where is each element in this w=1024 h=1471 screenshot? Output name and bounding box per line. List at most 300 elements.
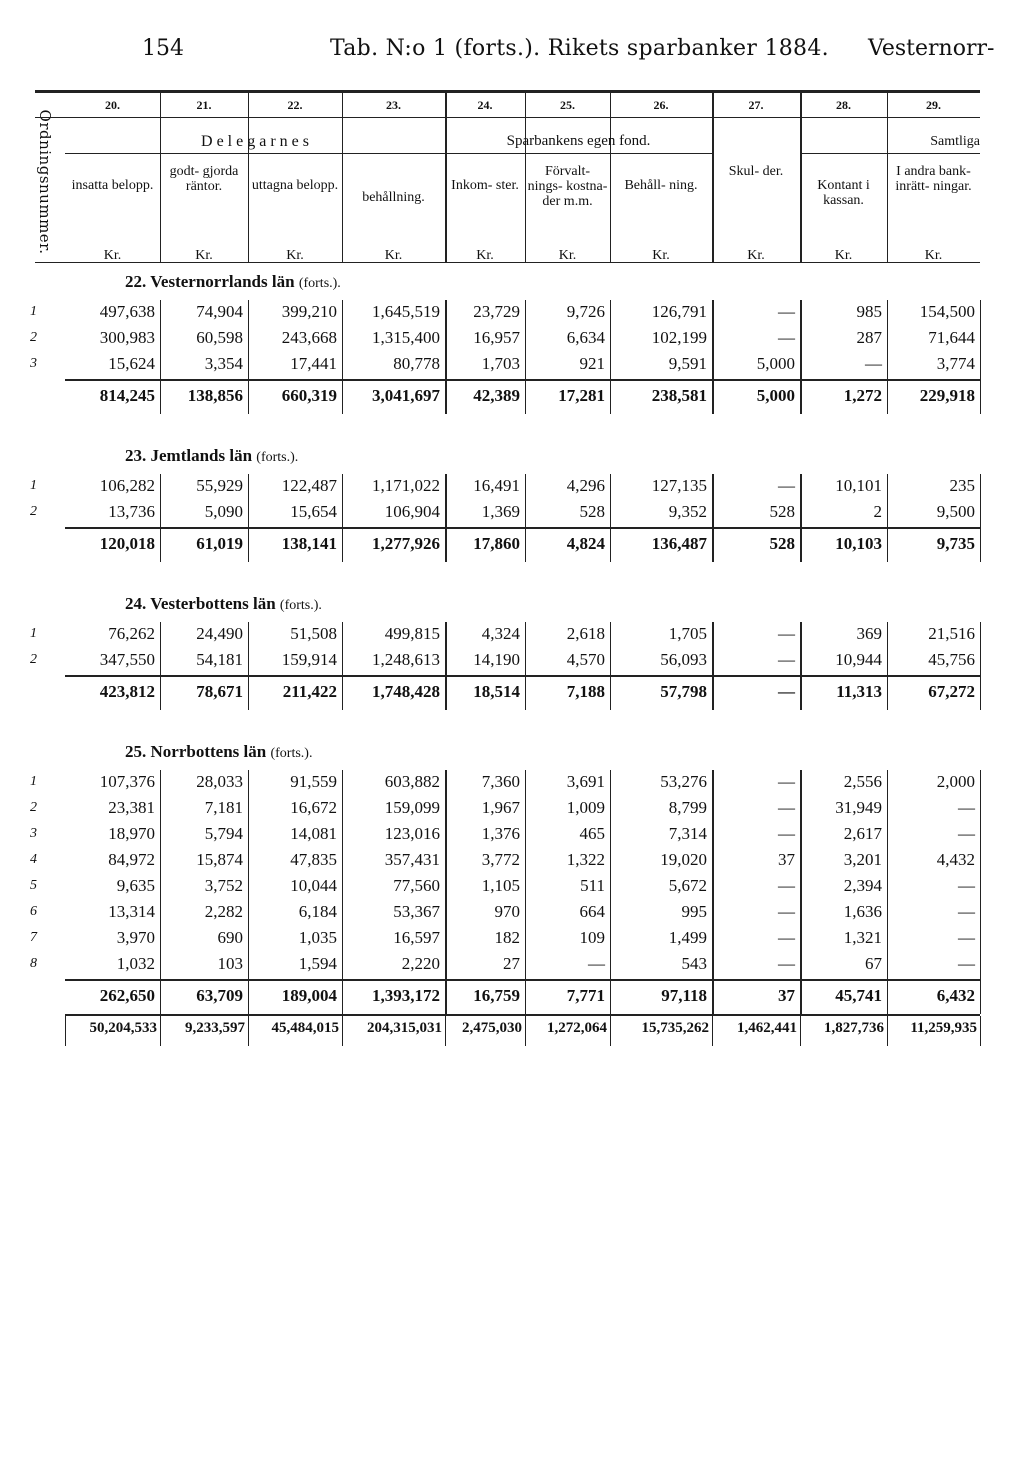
table-cell: 3,691 xyxy=(566,772,605,791)
page-title-tail: Vesternorr- xyxy=(868,36,995,61)
sum-cell: 37 xyxy=(778,986,795,1005)
table-cell: — xyxy=(778,798,795,817)
table-cell: 3,970 xyxy=(116,928,155,947)
column-divider xyxy=(610,474,611,562)
rule-line xyxy=(65,1014,980,1016)
table-cell: 80,778 xyxy=(393,354,440,373)
column-divider xyxy=(887,474,888,562)
table-cell: — xyxy=(778,824,795,843)
table-row xyxy=(30,874,980,900)
table-row xyxy=(30,500,980,526)
column-divider xyxy=(160,622,161,710)
table-cell: 7,314 xyxy=(668,824,707,843)
table-cell: 10,044 xyxy=(290,876,337,895)
table-cell: 154,500 xyxy=(919,302,975,321)
sum-cell: 18,514 xyxy=(473,682,520,701)
table-cell: 84,972 xyxy=(108,850,155,869)
column-divider xyxy=(980,770,981,1014)
table-cell: 67 xyxy=(865,954,882,973)
sum-cell: 660,319 xyxy=(281,386,337,405)
sum-cell: 17,860 xyxy=(473,534,520,553)
table-cell: 511 xyxy=(580,876,605,895)
table-cell: 664 xyxy=(579,902,605,921)
table-cell: 182 xyxy=(494,928,520,947)
unit-label: Kr. xyxy=(558,248,577,263)
column-divider xyxy=(712,622,714,710)
table-cell: 300,983 xyxy=(99,328,155,347)
table-row xyxy=(30,770,980,796)
table-cell: 9,352 xyxy=(668,502,707,521)
table-cell: — xyxy=(958,902,975,921)
row-number: 2 xyxy=(30,652,37,667)
table-cell: 9,591 xyxy=(668,354,707,373)
table-cell: — xyxy=(865,354,882,373)
table-cell: 106,904 xyxy=(384,502,440,521)
unit-label: Kr. xyxy=(924,248,943,263)
sum-cell: 262,650 xyxy=(99,986,155,1005)
section-sub: (forts.). xyxy=(256,450,299,465)
column-divider xyxy=(445,474,447,562)
table-cell: 77,560 xyxy=(393,876,440,895)
grand-total-cell: 15,735,262 xyxy=(641,1020,709,1036)
row-number: 2 xyxy=(30,330,37,345)
column-divider xyxy=(712,474,714,562)
table-cell: 1,035 xyxy=(298,928,337,947)
column-divider xyxy=(342,300,343,414)
section-sub: (forts.). xyxy=(270,746,313,761)
unit-label: Kr. xyxy=(195,248,213,263)
table-cell: 369 xyxy=(856,624,882,643)
unit-label: Kr. xyxy=(103,248,122,263)
table-cell: 465 xyxy=(579,824,605,843)
table-row xyxy=(30,796,980,822)
table-cell: 970 xyxy=(494,902,520,921)
grand-total-cell: 50,204,533 xyxy=(89,1020,157,1036)
table-cell: 17,441 xyxy=(290,354,337,373)
table-row xyxy=(30,926,980,952)
table-cell: 287 xyxy=(856,328,882,347)
column-head: I andra bank- inrätt- ningar. xyxy=(895,164,972,194)
table-cell: — xyxy=(958,824,975,843)
column-divider xyxy=(610,770,611,1014)
table-cell: 159,914 xyxy=(281,650,337,669)
column-divider xyxy=(980,300,981,414)
table-cell: 60,598 xyxy=(196,328,243,347)
grand-total-cell: 1,827,736 xyxy=(824,1020,884,1036)
column-divider xyxy=(887,300,888,414)
table-cell: 243,668 xyxy=(281,328,337,347)
column-divider xyxy=(160,1016,161,1046)
table-cell: 21,516 xyxy=(928,624,975,643)
sum-cell: 189,004 xyxy=(281,986,337,1005)
column-head: uttagna belopp. xyxy=(251,178,339,193)
column-divider xyxy=(342,622,343,710)
column-divider xyxy=(800,1016,801,1046)
column-divider xyxy=(610,1016,611,1046)
table-cell: — xyxy=(778,876,795,895)
column-divider xyxy=(887,770,888,1014)
row-number: 7 xyxy=(30,930,37,945)
column-divider xyxy=(980,622,981,710)
sum-cell: 1,748,428 xyxy=(372,682,440,701)
table-cell: 1,171,022 xyxy=(372,476,440,495)
table-cell: 107,376 xyxy=(99,772,155,791)
table-cell: 1,315,400 xyxy=(372,328,440,347)
row-number: 2 xyxy=(30,504,37,519)
column-head: behållning. xyxy=(362,190,425,205)
table-cell: 74,904 xyxy=(196,302,243,321)
column-divider xyxy=(248,770,249,1014)
unit-label: Kr. xyxy=(476,248,494,263)
table-cell: 995 xyxy=(681,902,707,921)
sum-cell: 423,812 xyxy=(99,682,155,701)
table-cell: 123,016 xyxy=(384,824,440,843)
table-cell: 37 xyxy=(778,850,795,869)
column-number: 22. xyxy=(287,98,303,112)
sum-row xyxy=(65,384,980,410)
section-name: Vesternorrlands län xyxy=(150,272,295,291)
column-divider xyxy=(800,474,802,562)
table-cell: 15,654 xyxy=(290,502,337,521)
row-number: 3 xyxy=(30,826,37,841)
table-cell: 499,815 xyxy=(384,624,440,643)
group-label-delegarnes: D e l e g a r n e s xyxy=(201,133,309,150)
table-cell: 235 xyxy=(949,476,975,495)
table-cell: 1,369 xyxy=(481,502,520,521)
table-cell: 1,105 xyxy=(481,876,520,895)
table-cell: 71,644 xyxy=(928,328,975,347)
table-cell: 1,322 xyxy=(566,850,605,869)
column-number: 26. xyxy=(653,98,669,112)
row-number: 1 xyxy=(30,626,37,641)
table-cell: 15,874 xyxy=(196,850,243,869)
column-divider xyxy=(610,300,611,414)
sum-cell: 136,487 xyxy=(651,534,707,553)
column-divider xyxy=(445,770,447,1014)
sum-row xyxy=(65,984,980,1010)
unit-label: Kr. xyxy=(286,248,304,263)
column-divider xyxy=(525,300,526,414)
table-cell: — xyxy=(958,928,975,947)
sum-cell: 16,759 xyxy=(473,986,520,1005)
column-divider xyxy=(800,622,802,710)
table-cell: 3,752 xyxy=(204,876,243,895)
column-head: Förvalt- nings- kostna- der m.m. xyxy=(527,164,608,209)
sum-row xyxy=(65,680,980,706)
column-divider xyxy=(980,1016,981,1046)
sum-cell: 6,432 xyxy=(936,986,975,1005)
sum-cell: 814,245 xyxy=(99,386,155,405)
table-cell: 5,090 xyxy=(204,502,243,521)
column-divider xyxy=(445,90,447,262)
column-divider xyxy=(800,770,802,1014)
table-cell: 1,499 xyxy=(668,928,707,947)
table-cell: — xyxy=(778,954,795,973)
sum-cell: 67,272 xyxy=(928,682,975,701)
sum-cell: 138,856 xyxy=(187,386,243,405)
table-row xyxy=(30,622,980,648)
table-cell: 2,618 xyxy=(566,624,605,643)
rule-line xyxy=(35,90,980,93)
ordningsnummer-label: Ordningsnummer. xyxy=(36,109,54,255)
column-number: 20. xyxy=(105,98,120,112)
table-row xyxy=(30,848,980,874)
table-cell: 9,726 xyxy=(566,302,605,321)
column-number: 25. xyxy=(560,98,575,112)
table-cell: 3,774 xyxy=(936,354,975,373)
table-cell: 16,491 xyxy=(473,476,520,495)
grand-total-cell: 1,462,441 xyxy=(737,1020,797,1036)
sum-cell: 7,771 xyxy=(566,986,605,1005)
table-cell: 47,835 xyxy=(290,850,337,869)
table-cell: 2,617 xyxy=(843,824,882,843)
table-cell: 3,772 xyxy=(481,850,520,869)
table-cell: 2,394 xyxy=(843,876,882,895)
column-divider xyxy=(887,1016,888,1046)
table-cell: 6,184 xyxy=(298,902,337,921)
column-number: 21. xyxy=(196,98,212,112)
unit-label: Kr. xyxy=(747,248,765,263)
table-cell: — xyxy=(778,928,795,947)
column-divider xyxy=(342,474,343,562)
table-cell: 603,882 xyxy=(384,772,440,791)
sum-cell: 4,824 xyxy=(566,534,605,553)
sum-cell: 11,313 xyxy=(836,682,882,701)
row-number: 1 xyxy=(30,774,37,789)
column-divider xyxy=(712,770,714,1014)
table-cell: 2,220 xyxy=(401,954,440,973)
column-divider xyxy=(525,622,526,710)
section-number: 22. xyxy=(125,272,147,291)
column-divider xyxy=(525,90,526,262)
sum-cell: — xyxy=(778,682,795,701)
table-cell: — xyxy=(588,954,605,973)
table-cell: 921 xyxy=(579,354,605,373)
rule-line xyxy=(445,153,712,154)
table-cell: 2 xyxy=(873,502,882,521)
table-cell: 9,500 xyxy=(936,502,975,521)
column-divider xyxy=(980,474,981,562)
row-number: 4 xyxy=(30,852,37,867)
sum-cell: 97,118 xyxy=(661,986,707,1005)
table-cell: 2,282 xyxy=(204,902,243,921)
column-head: godt- gjorda räntor. xyxy=(169,164,239,194)
table-row xyxy=(30,900,980,926)
table-cell: 54,181 xyxy=(196,650,243,669)
table-cell: 106,282 xyxy=(99,476,155,495)
column-divider xyxy=(610,622,611,710)
sum-cell: 3,041,697 xyxy=(372,386,440,405)
section-number: 24. xyxy=(125,594,147,613)
sum-cell: 528 xyxy=(769,534,795,553)
column-divider xyxy=(160,90,161,262)
column-head: Behåll- ning. xyxy=(624,178,698,193)
table-cell: 1,967 xyxy=(481,798,520,817)
table-cell: 7,181 xyxy=(204,798,243,817)
table-cell: 13,736 xyxy=(108,502,155,521)
unit-label: Kr. xyxy=(384,248,403,263)
table-cell: 45,756 xyxy=(928,650,975,669)
page-header xyxy=(0,36,1024,76)
section-title xyxy=(125,594,322,614)
sum-cell: 1,272 xyxy=(843,386,882,405)
table-cell: 1,376 xyxy=(481,824,520,843)
table-row xyxy=(30,822,980,848)
section-title xyxy=(125,446,298,466)
sum-cell: 238,581 xyxy=(651,386,707,405)
table-cell: 14,081 xyxy=(290,824,337,843)
table-cell: 55,929 xyxy=(196,476,243,495)
table-cell: 4,432 xyxy=(936,850,975,869)
column-head: insatta belopp. xyxy=(71,178,154,193)
table-cell: 4,324 xyxy=(481,624,520,643)
column-divider xyxy=(342,1016,343,1046)
table-cell: 159,099 xyxy=(384,798,440,817)
section-title xyxy=(125,272,341,292)
section-name: Norrbottens län xyxy=(150,742,267,761)
table-row xyxy=(30,300,980,326)
column-divider xyxy=(248,300,249,414)
unit-label: Kr. xyxy=(834,248,853,263)
table-cell: 1,636 xyxy=(843,902,882,921)
table-cell: 6,634 xyxy=(566,328,605,347)
sum-cell: 61,019 xyxy=(196,534,243,553)
table-cell: 2,556 xyxy=(843,772,882,791)
table-cell: — xyxy=(778,902,795,921)
sum-cell: 78,671 xyxy=(196,682,243,701)
table-cell: 7,360 xyxy=(481,772,520,791)
table-row xyxy=(30,952,980,978)
table-cell: — xyxy=(778,476,795,495)
column-head: Skul- der. xyxy=(728,164,784,179)
sum-cell: 63,709 xyxy=(196,986,243,1005)
column-divider xyxy=(248,90,249,262)
section-name: Vesterbottens län xyxy=(150,594,276,613)
rule-line xyxy=(65,979,980,981)
column-divider xyxy=(160,474,161,562)
sum-cell: 211,422 xyxy=(282,682,337,701)
table-cell: 102,199 xyxy=(651,328,707,347)
table-cell: 91,559 xyxy=(290,772,337,791)
column-divider xyxy=(445,300,447,414)
rule-line xyxy=(65,675,980,677)
table-cell: — xyxy=(958,876,975,895)
column-divider xyxy=(248,474,249,562)
grand-total-cell: 9,233,597 xyxy=(185,1020,245,1036)
grand-total-row xyxy=(65,1018,980,1044)
section-number: 25. xyxy=(125,742,147,761)
table-cell: 1,248,613 xyxy=(372,650,440,669)
table-cell: 14,190 xyxy=(473,650,520,669)
grand-total-cell: 11,259,935 xyxy=(910,1020,977,1036)
column-number: 28. xyxy=(836,98,851,112)
table-cell: 53,367 xyxy=(393,902,440,921)
table-cell: 1,703 xyxy=(481,354,520,373)
table-cell: 76,262 xyxy=(108,624,155,643)
sum-cell: 1,393,172 xyxy=(372,986,440,1005)
table-cell: — xyxy=(778,772,795,791)
row-number: 1 xyxy=(30,304,37,319)
table-cell: 126,791 xyxy=(651,302,707,321)
column-number: 27. xyxy=(748,98,764,112)
table-cell: 122,487 xyxy=(281,476,337,495)
table-cell: 23,729 xyxy=(473,302,520,321)
sum-cell: 5,000 xyxy=(756,386,795,405)
table-cell: 3,354 xyxy=(204,354,243,373)
sum-cell: 42,389 xyxy=(473,386,520,405)
table-cell: 5,672 xyxy=(668,876,707,895)
grand-total-cell: 1,272,064 xyxy=(547,1020,607,1036)
column-divider xyxy=(887,622,888,710)
sum-cell: 1,277,926 xyxy=(372,534,440,553)
table-cell: 127,135 xyxy=(651,476,707,495)
sum-row xyxy=(65,532,980,558)
rule-line xyxy=(65,379,980,381)
column-divider xyxy=(160,300,161,414)
row-number: 2 xyxy=(30,800,37,815)
group-label-samtliga: Samtliga xyxy=(930,134,980,149)
column-divider xyxy=(65,1016,66,1046)
table-cell: 16,597 xyxy=(393,928,440,947)
table-cell: 16,672 xyxy=(290,798,337,817)
column-divider xyxy=(712,1016,713,1046)
page-number: 154 xyxy=(142,36,184,61)
column-divider xyxy=(712,300,714,414)
column-divider xyxy=(610,90,611,262)
table-cell: 51,508 xyxy=(290,624,337,643)
column-divider xyxy=(525,770,526,1014)
sum-cell: 138,141 xyxy=(281,534,337,553)
column-divider xyxy=(525,474,526,562)
table-row xyxy=(30,326,980,352)
table-row xyxy=(30,648,980,674)
table-cell: 3,201 xyxy=(843,850,882,869)
row-number: 1 xyxy=(30,478,37,493)
sum-cell: 17,281 xyxy=(558,386,605,405)
table-cell: 18,970 xyxy=(108,824,155,843)
table-cell: 1,645,519 xyxy=(372,302,440,321)
table-cell: 497,638 xyxy=(99,302,155,321)
column-divider xyxy=(525,1016,526,1046)
grand-total-cell: 45,484,015 xyxy=(271,1020,339,1036)
row-number: 5 xyxy=(30,878,37,893)
sum-cell: 10,103 xyxy=(835,534,882,553)
table-cell: 690 xyxy=(217,928,243,947)
column-number: 24. xyxy=(477,98,493,112)
table-cell: 23,381 xyxy=(108,798,155,817)
table-cell: 399,210 xyxy=(281,302,337,321)
row-number: 6 xyxy=(30,904,37,919)
table-cell: 53,276 xyxy=(660,772,707,791)
rule-line xyxy=(800,153,980,154)
table-cell: 109 xyxy=(579,928,605,947)
table-cell: 9,635 xyxy=(116,876,155,895)
rule-line xyxy=(65,153,445,154)
sum-cell: 7,188 xyxy=(566,682,605,701)
row-number: 8 xyxy=(30,956,37,971)
table-cell: — xyxy=(778,328,795,347)
column-divider xyxy=(160,770,161,1014)
column-divider xyxy=(248,622,249,710)
table-cell: 16,957 xyxy=(473,328,520,347)
table-cell: 528 xyxy=(769,502,795,521)
table-cell: 543 xyxy=(681,954,707,973)
unit-label: Kr. xyxy=(652,248,670,263)
table-cell: 1,321 xyxy=(843,928,882,947)
table-cell: 19,020 xyxy=(660,850,707,869)
sum-cell: 9,735 xyxy=(936,534,975,553)
table-cell: 1,705 xyxy=(668,624,707,643)
